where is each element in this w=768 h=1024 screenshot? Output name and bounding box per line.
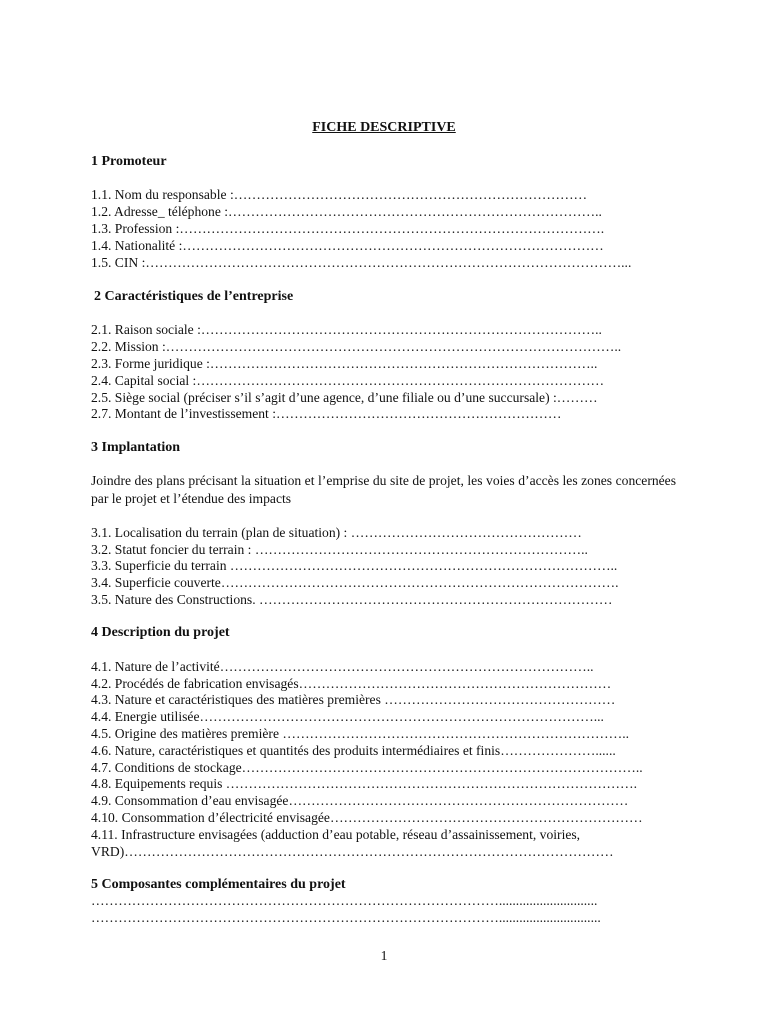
form-field-5-line-2: ……………………………………………………………………………….............................. — [91, 910, 601, 925]
form-field-2-2: 2.2. Mission :……………………………………………………………………………………….. — [91, 339, 622, 354]
form-field-1-5: 1.5. CIN :……………………………………………………………………………………………... — [91, 255, 632, 270]
form-field-3-4: 3.4. Superficie couverte……………………………………………………………………………. — [91, 575, 619, 590]
form-field-2-5: 2.5. Siège social (préciser s’il s’agit d’une agence, d’une filiale ou d’une succursale) :……… — [91, 390, 598, 405]
form-field-3-3: 3.3. Superficie du terrain ………………………………………………………………………….. — [91, 558, 618, 573]
form-field-4-9: 4.9. Consommation d’eau envisagée………………………………………………………………… — [91, 793, 629, 808]
section-3-instructions: Joindre des plans précisant la situation et l’emprise du site de projet, les voies d’accès les zones concernées par le projet et l’étendue des impacts — [91, 473, 676, 506]
section-1-heading: 1 Promoteur — [91, 154, 167, 169]
form-field-3-2: 3.2. Statut foncier du terrain : ……………………………………………………………….. — [91, 542, 588, 557]
form-field-4-7: 4.7. Conditions de stockage…………………………………………………………………………….. — [91, 760, 643, 775]
form-field-2-1: 2.1. Raison sociale :…………………………………………………………………………….. — [91, 322, 602, 337]
section-4-heading: 4 Description du projet — [91, 625, 230, 640]
section-5-heading: 5 Composantes complémentaires du projet — [91, 877, 346, 892]
form-field-3-1: 3.1. Localisation du terrain (plan de situation) : …………………………………………… — [91, 525, 582, 540]
form-field-4-1: 4.1. Nature de l’activité……………………………………………………………………….. — [91, 659, 594, 674]
form-field-4-6: 4.6. Nature, caractéristiques et quantités des produits intermédiaires et finis…………………...... — [91, 743, 616, 758]
section-3-heading: 3 Implantation — [91, 440, 181, 455]
form-field-2-4: 2.4. Capital social :……………………………………………………………………………… — [91, 373, 605, 388]
form-field-1-4: 1.4. Nationalité :………………………………………………………………………………… — [91, 238, 604, 253]
form-field-4-8: 4.8. Equipements requis ………………………………………………………………………………. — [91, 776, 637, 791]
form-field-4-4: 4.4. Energie utilisée……………………………………………………………………………... — [91, 709, 604, 724]
page-number: 1 — [380, 948, 388, 963]
form-field-4-5: 4.5. Origine des matières première ………………………………………………………………….. — [91, 726, 630, 741]
form-field-2-3: 2.3. Forme juridique :………………………………………………………………………….. — [91, 356, 598, 371]
form-field-1-3: 1.3. Profession :…………………………………………………………………………………. — [91, 221, 605, 236]
form-field-5-line-1: ………………………………………………………………………………............................. — [91, 893, 598, 908]
form-field-1-1: 1.1. Nom du responsable :…………………………………………………………………… — [91, 187, 588, 202]
form-field-4-3: 4.3. Nature et caractéristiques des matières premières …………………………………………… — [91, 692, 616, 707]
form-field-4-11-continued: VRD)……………………………………………………………………………………………… — [91, 844, 614, 859]
form-field-1-2: 1.2. Adresse_ téléphone :……………………………………………………………………….. — [91, 204, 602, 219]
form-field-3-5: 3.5. Nature des Constructions. …………………………………………………………………… — [91, 592, 613, 607]
section-2-heading: 2 Caractéristiques de l’entreprise — [94, 289, 294, 304]
form-field-2-7: 2.7. Montant de l’investissement :……………………………………………………… — [91, 406, 562, 421]
form-field-4-10: 4.10. Consommation d’électricité envisagée…………………………………………………………… — [91, 810, 643, 825]
form-field-4-11: 4.11. Infrastructure envisagées (adduction d’eau potable, réseau d’assainissement, voiries, — [91, 827, 581, 842]
form-field-4-2: 4.2. Procédés de fabrication envisagés…………………………………………………………… — [91, 676, 612, 691]
document-title: FICHE DESCRIPTIVE — [312, 120, 456, 135]
